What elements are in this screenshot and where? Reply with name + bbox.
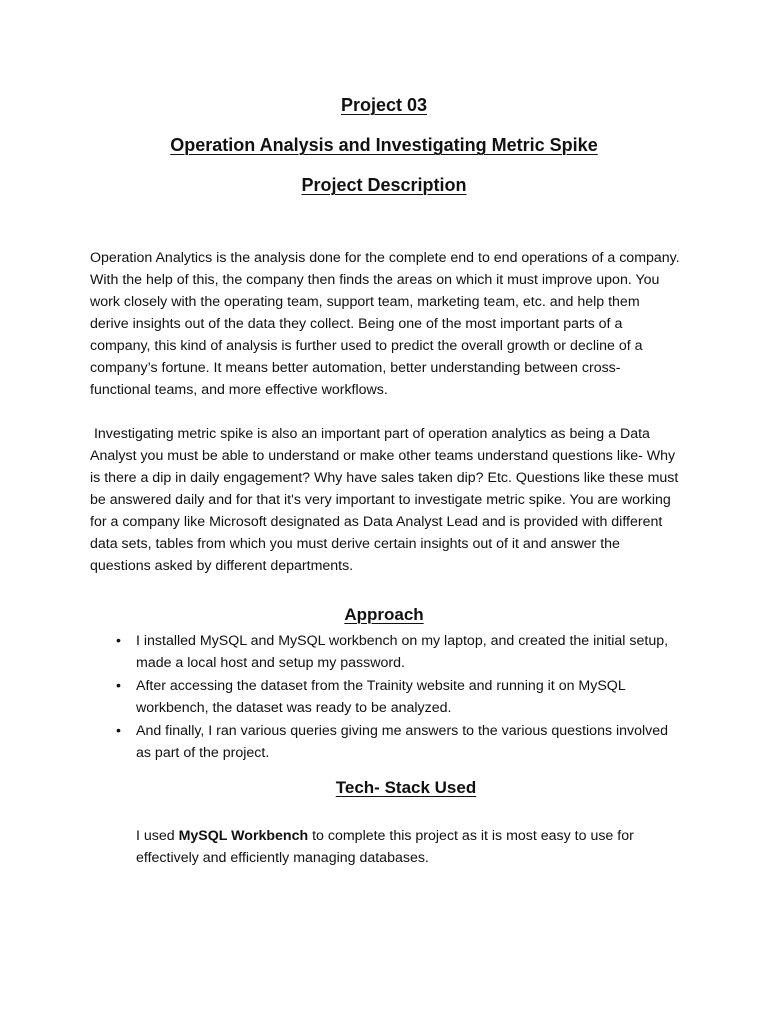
project-title-heading: Operation Analysis and Investigating Metric Spike: [170, 135, 598, 155]
approach-item-text: After accessing the dataset from the Trainity website and running it on MySQL workbench, the dataset was ready to be analyzed.: [136, 678, 626, 716]
description-heading: Project Description: [301, 175, 467, 195]
bullet-icon: •: [116, 633, 121, 649]
tech-stack-paragraph: [136, 825, 676, 869]
tech-stack-heading: Tech- Stack Used: [335, 778, 477, 797]
bullet-icon: •: [116, 723, 121, 739]
approach-item-text: And finally, I ran various queries giving me answers to the various questions involved as part of the project.: [136, 723, 669, 761]
paragraph-metric-spike: Investigating metric spike is also an important part of operation analytics as being a Data Analyst you must be able to understand or make other teams understand questions like- Why is there a dip in daily engagement? Why have sales taken dip? Etc. Questions like these must be answered daily and for that it's very important to investigate metric spike. You are working for a company like Microsoft designated as Data Analyst Lead and is provided with different data sets, tables from which you must derive certain insights out of it and answer the questions asked by different departments.: [90, 426, 679, 574]
approach-heading: Approach: [344, 605, 424, 624]
approach-item-text: I installed MySQL and MySQL workbench on my laptop, and created the initial setup, made a local host and setup my password.: [136, 633, 669, 671]
list-item: [90, 630, 680, 674]
list-item: [90, 675, 680, 719]
paragraph-operation-analytics: Operation Analytics is the analysis done for the complete end to end operations of a company. With the help of this, the company then finds the areas on which it must improve upon. You work closely with the operating team, support team, marketing team, etc. and help them derive insights out of the data they collect. Being one of the most important parts of a company, this kind of analysis is further used to predict the overall growth or decline of a company’s fortune. It means better automation, better understanding between cross-functional teams, and more effective workflows.: [90, 250, 680, 398]
list-item: [90, 720, 680, 764]
approach-list: [90, 630, 680, 765]
bullet-icon: •: [116, 678, 121, 694]
project-number-heading: Project 03: [340, 95, 428, 115]
tech-stack-text-before: I used: [136, 828, 179, 844]
tech-stack-text-after: to complete this project as it is most easy to use for effectively and efficiently managing databases.: [136, 828, 634, 866]
tech-stack-tool-name: MySQL Workbench: [178, 828, 309, 844]
